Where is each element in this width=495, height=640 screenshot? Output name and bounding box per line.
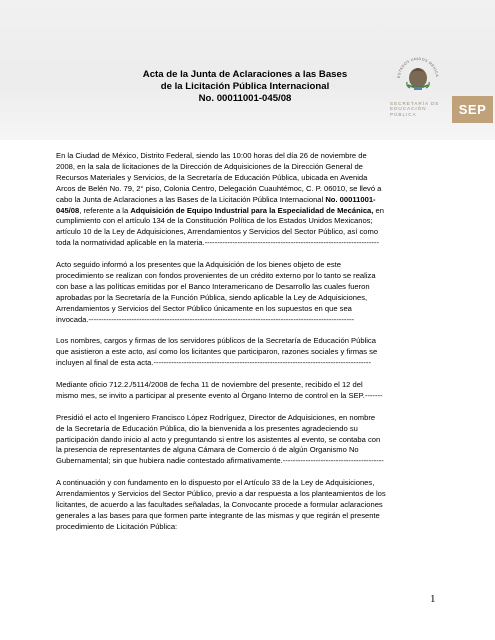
- text-line: Presidió el acto el Ingeniero Francisco López Rodríguez, Director de Adquisiciones, en nombre: [56, 412, 376, 422]
- text-line: artículo 10 de la Ley de Adquisiciones, Arrendamientos y Servicios del Sector Público, así como: [56, 227, 379, 237]
- title-line-1: Acta de la Junta de Aclaraciones a las Bases: [142, 69, 348, 80]
- text-line: cabo la Junta de Aclaraciones a las Bases de la Licitación Pública Internacional No. 00011001-: [56, 194, 376, 204]
- text-line: Recursos Materiales y Servicios, de la Secretaría de Educación Pública, ubicada en Avenida: [56, 172, 368, 182]
- text-line: Arrendamientos y Servicios del Sector Público únicamente en los supuestos en que sea: [56, 303, 352, 313]
- text-line: procedimiento de Licitación Pública:: [56, 521, 178, 531]
- secretaria-line-2: EDUCACIÓN PÚBLICA: [390, 106, 427, 117]
- text-line: procedimiento se realizan con fondos provenientes de un crédito externo por lo tanto se realiza: [56, 270, 376, 280]
- document-body: [56, 151, 443, 533]
- secretaria-label: [390, 101, 450, 117]
- seal-text: ESTADOS UNIDOS MEXICA: [396, 56, 440, 79]
- document-title: [90, 69, 400, 104]
- paragraph-funding: [56, 260, 443, 325]
- text-line: generales a las bases para que formen parte integrante de las mismas y que regirán el presente: [56, 510, 380, 520]
- text-line: aprobadas por la Secretaría de la Función Pública, siendo aplicable la Ley de Adquisiciones,: [56, 292, 368, 302]
- secretaria-line-1: SECRETARÍA DE: [390, 101, 440, 106]
- title-line-3: No. 00011001-045/08: [198, 92, 292, 104]
- paragraph-opening: [56, 151, 443, 249]
- text-line: 2008, en la sala de licitaciones de la Dirección de Adquisiciones de la Dirección General de: [56, 161, 363, 171]
- text-line: Arrendamientos y Servicios del Sector Público, previo a dar respuesta a los planteamientos de los: [56, 489, 386, 499]
- text-line: invocada.---------------------------------------------------------------------------------------------------------: [56, 314, 355, 324]
- text-line: de la Secretaría de Educación Pública, dio la bienvenida a los presentes agradeciendo su: [56, 423, 358, 433]
- paragraph-attendees: [56, 336, 443, 369]
- text-line: incluyen al final de esta acta.--------------------------------------------------------------------------------------: [56, 358, 371, 368]
- mexican-coat-of-arms-icon: [394, 52, 442, 96]
- text-line: cumplimiento con el artículo 134 de la Constitución Política de los Estados Unidos Mexicanos;: [56, 216, 373, 226]
- text-line: Los nombres, cargos y firmas de los servidores públicos de la Secretaría de Educación Pública: [56, 336, 376, 346]
- text-line: toda la normatividad aplicable en la materia.---------------------------------------------------------------------: [56, 238, 380, 248]
- text-line: Acto seguido informó a los presentes que la Adquisición de los bienes objeto de este: [56, 260, 341, 270]
- text-line: la presencia de representantes de alguna Cámara de Comercio ó de algún Organismo No: [56, 445, 359, 455]
- text-line: licitantes, de acuerdo a las facultades señaladas, la Convocante procede a formular aclaraciones: [56, 499, 383, 509]
- page-number: 1: [430, 593, 436, 605]
- text-line: Gubernamental; sin que hubiera nadie contestado afirmativamente.----------------------------------------: [56, 456, 384, 466]
- text-line: mismo mes, se invito a participar al presente evento al Órgano Interno de control en la SEP.-------: [56, 390, 383, 400]
- text-line: En la Ciudad de México, Distrito Federal, siendo las 10:00 horas del día 26 de noviembre de: [56, 151, 367, 160]
- text-line: Mediante oficio 712.2./5114/2008 de fecha 11 de noviembre del presente, recibido el 12 del: [56, 379, 363, 389]
- text-line: A continuación y con fundamento en lo dispuesto por el Artículo 33 de la Ley de Adquisiciones,: [56, 478, 375, 488]
- title-line-2: de la Licitación Pública Internacional: [160, 80, 330, 92]
- sep-logo: SEP: [452, 96, 493, 123]
- text-line: participación dando inicio al acto y preguntando si entre los asistentes al evento, se contaba con: [56, 434, 381, 444]
- text-line: 045/08, referente a la Adquisición de Equipo Industrial para la Especialidad de Mecánica, en: [56, 205, 384, 215]
- text-line: Arcos de Belén No. 79, 2° piso, Colonia Centro, Delegación Cuauhtémoc, C. P. 06010, se llevó a: [56, 183, 382, 193]
- text-line: que asistieron a este acto, así como los licitantes que participaron, razones sociales y firmas se: [56, 347, 378, 357]
- paragraph-presidency: [56, 413, 443, 468]
- paragraph-oficio: [56, 380, 443, 402]
- paragraph-clarifications: [56, 478, 443, 533]
- text-line: con base a las políticas emitidas por el Banco Interamericano de Desarrollo las cuales fueron: [56, 281, 370, 291]
